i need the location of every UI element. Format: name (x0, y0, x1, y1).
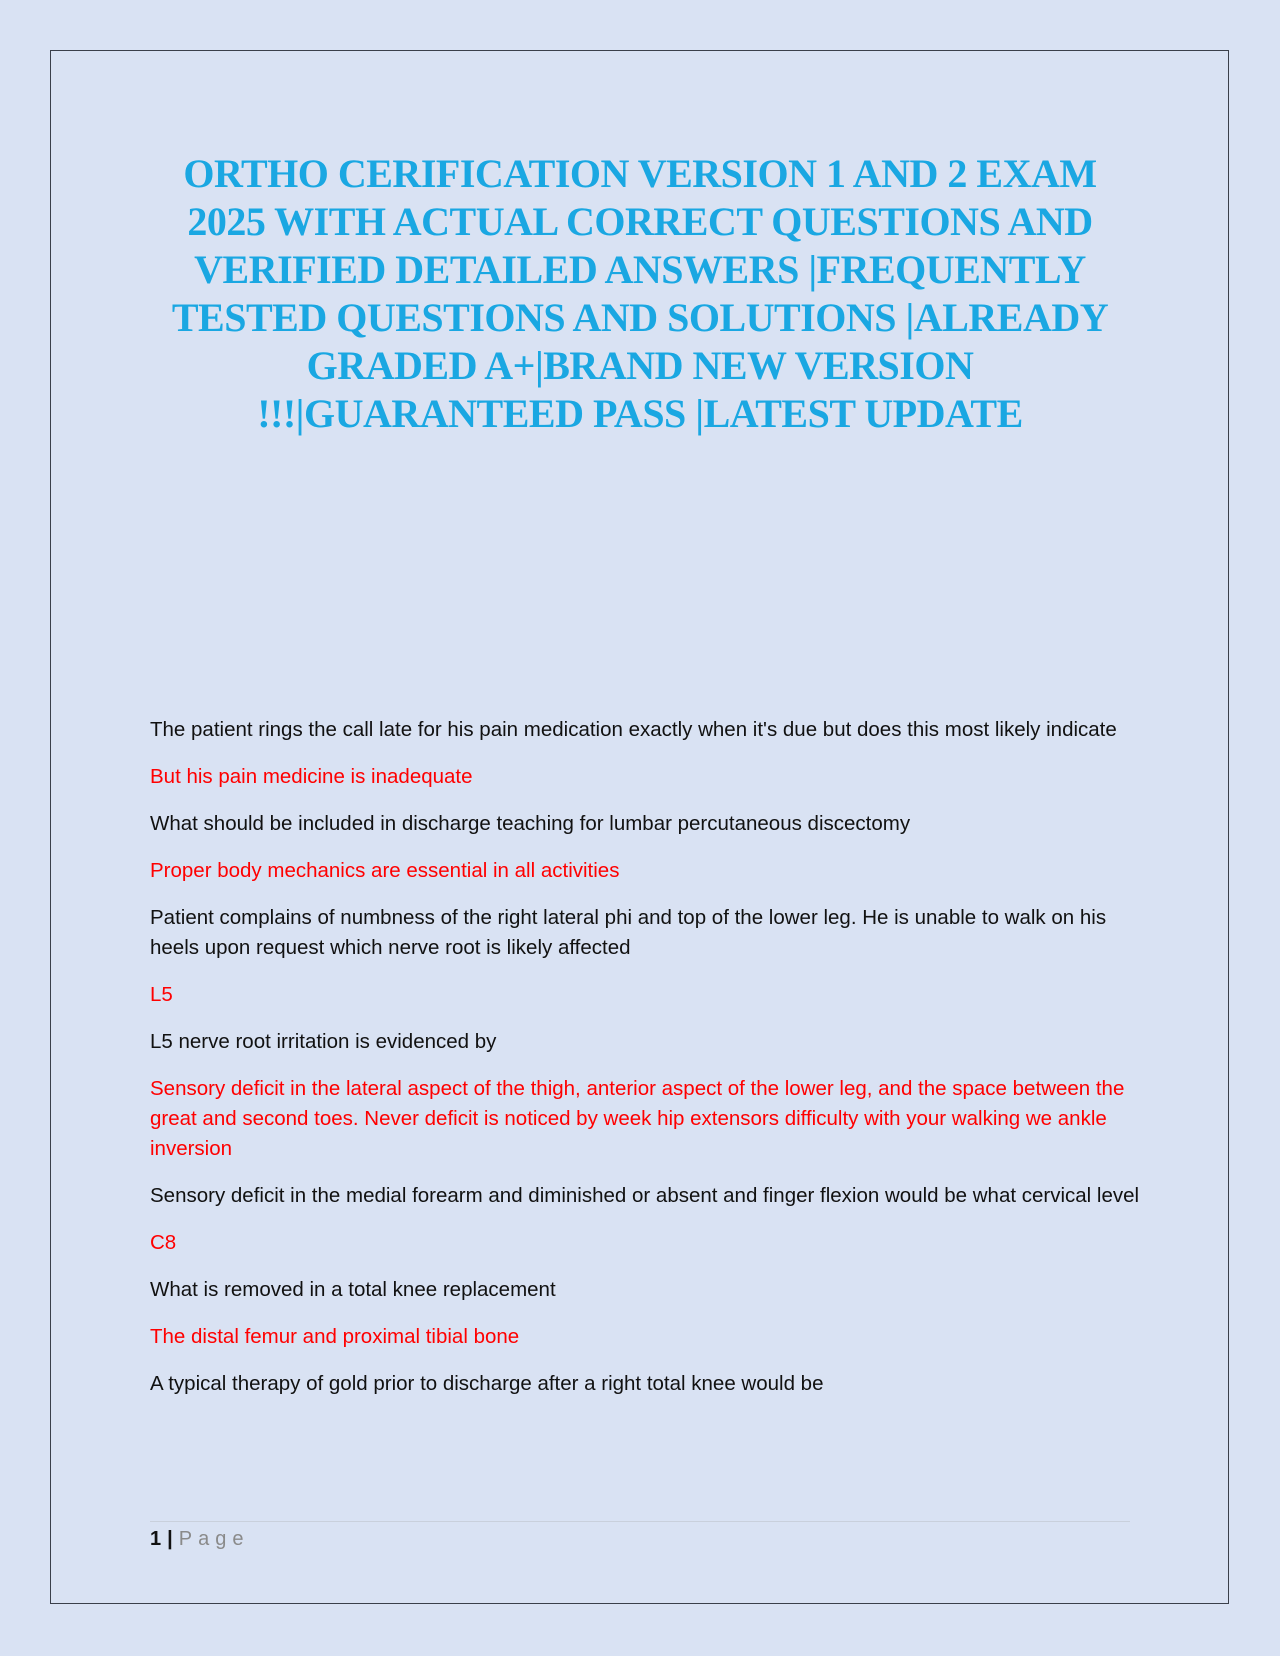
answer-text: The distal femur and proximal tibial bone (150, 1325, 520, 1348)
answer-text: Proper body mechanics are essential in all activities (150, 859, 620, 882)
question-text: L5 nerve root irritation is evidenced by (150, 1030, 497, 1053)
question-text: What is removed in a total knee replacement (150, 1278, 556, 1301)
question-text: A typical therapy of gold prior to discharge after a right total knee would be (150, 1372, 824, 1395)
page-number: 1 (150, 1528, 162, 1550)
page-separator: | (167, 1528, 173, 1550)
question-text: Patient complains of numbness of the right lateral phi and top of the lower leg. He is unable to walk on his heels upon request which nerve root is likely affected (150, 906, 1107, 959)
question-text: The patient rings the call late for his pain medication exactly when it's due but does this most likely indicate (150, 718, 1117, 741)
answer-text: L5 (150, 983, 173, 1006)
qa-list (150, 715, 1140, 1416)
answer-text: But his pain medicine is inadequate (150, 765, 473, 788)
page-footer (150, 1521, 1130, 1551)
question-text: Sensory deficit in the medial forearm and diminished or absent and finger flexion would be what cervical level (150, 1184, 1140, 1207)
page-label: Page (178, 1528, 250, 1550)
answer-text: C8 (150, 1231, 177, 1254)
question-text: What should be included in discharge teaching for lumbar percutaneous discectomy (150, 812, 911, 835)
answer-text: Sensory deficit in the lateral aspect of the thigh, anterior aspect of the lower leg, and the space between the great and second toes. Never deficit is noticed by week hip extensors difficulty with your walking we ankle inversion (150, 1077, 1125, 1160)
document-title: ORTHO CERIFICATION VERSION 1 AND 2 EXAM 2025 WITH ACTUAL CORRECT QUESTIONS AND VERIFIED DETAILED ANSWERS |FREQUENTLY TESTED QUESTIONS AND SOLUTIONS |ALREADY GRADED A+|BRAND NEW VERSION !!!|GUARANTEED PASS |LATEST UPDATE (171, 151, 1109, 436)
